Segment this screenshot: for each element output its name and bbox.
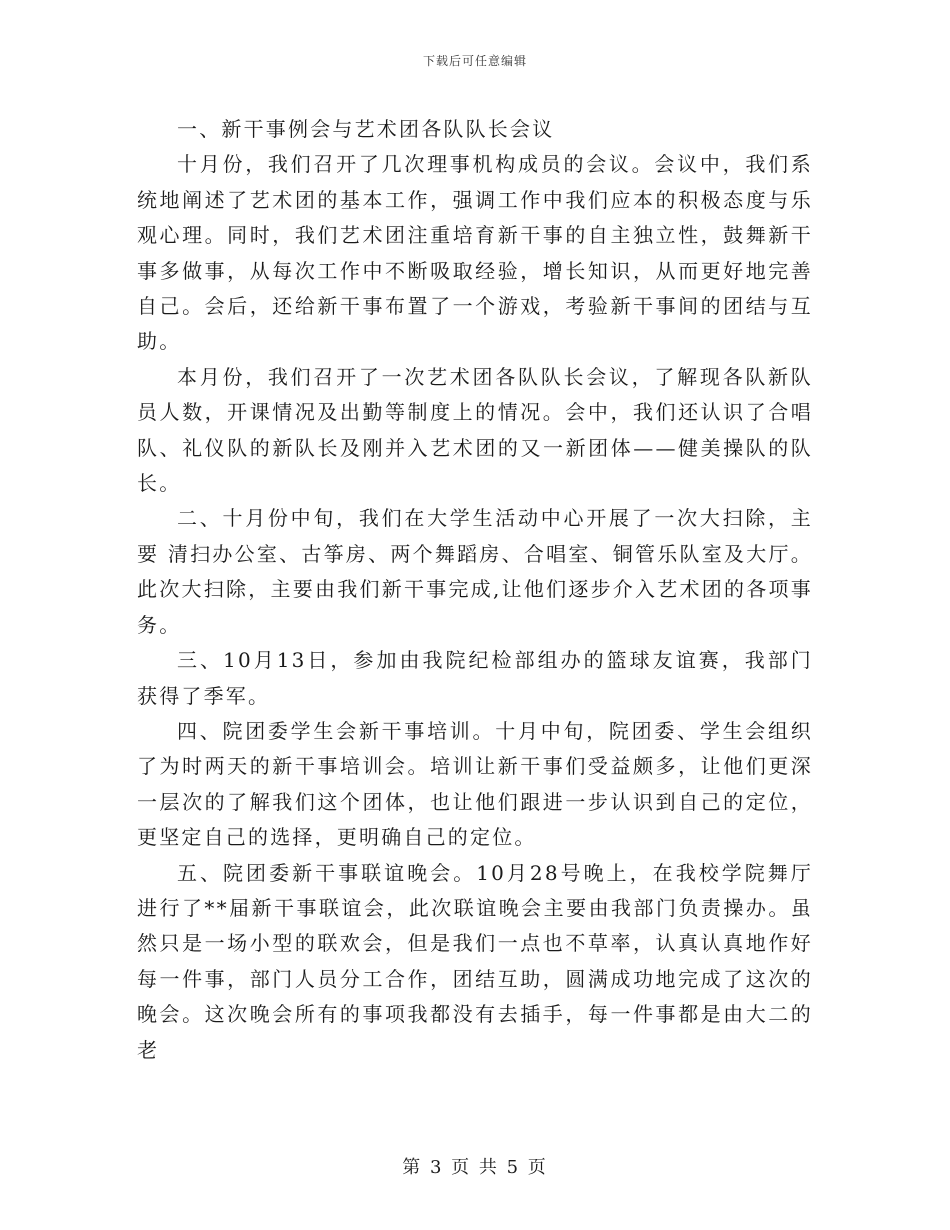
page-header-note: 下载后可任意编辑 bbox=[422, 54, 527, 68]
page-number: 第 3 页 共 5 页 bbox=[402, 1157, 548, 1178]
paragraph-october-meetings: 十月份，我们召开了几次理事机构成员的会议。会议中，我们系统地阐述了艺术团的基本工作，强调工作中我们应本的积极态度与乐观心理。同时，我们艺术团注重培育新干事的自主独立性，鼓舞新干事多做事，从每次工作中不断吸取经验，增长知识，从而更好地完善自己。会后，还给新干事布置了一个游戏，考验新干事间的团结与互助。 bbox=[137, 152, 813, 354]
paragraph-training: 四、院团委学生会新干事培训。十月中旬，院团委、学生会组织了为时两天的新干事培训会。培训让新干事们受益颇多，让他们更深一层次的了解我们这个团体，也让他们跟进一步认识到自己的定位，更坚定自己的选择，更明确自己的定位。 bbox=[137, 718, 813, 850]
paragraph-team-leaders-meeting: 本月份，我们召开了一次艺术团各队队长会议，了解现各队新队员人数，开课情况及出勤等制度上的情况。会中，我们还认识了合唱队、礼仪队的新队长及刚并入艺术团的又一新团体——健美操队的队长。 bbox=[137, 364, 813, 496]
paragraph-cleaning: 二、十月份中旬，我们在大学生活动中心开展了一次大扫除，主要 清扫办公室、古筝房、两个舞蹈房、合唱室、铜管乐队室及大厅。此次大扫除，主要由我们新干事完成,让他们逐步介入艺术团的各项事务。 bbox=[137, 506, 813, 637]
document-body bbox=[137, 112, 813, 1068]
paragraph-basketball: 三、10月13日，参加由我院纪检部组办的篮球友谊赛，我部门获得了季军。 bbox=[137, 648, 813, 708]
section-heading-1: 一、新干事例会与艺术团各队队长会议 bbox=[177, 117, 555, 141]
paragraph-party: 五、院团委新干事联谊晚会。10月28号晚上，在我校学院舞厅进行了**届新干事联谊会，此次联谊晚会主要由我部门负责操办。虽然只是一场小型的联欢会，但是我们一点也不草率，认真认真地作好每一件事，部门人员分工合作，团结互助，圆满成功地完成了这次的晚会。这次晚会所有的事项我都没有去插手，每一件事都是由大二的老 bbox=[137, 860, 813, 1062]
